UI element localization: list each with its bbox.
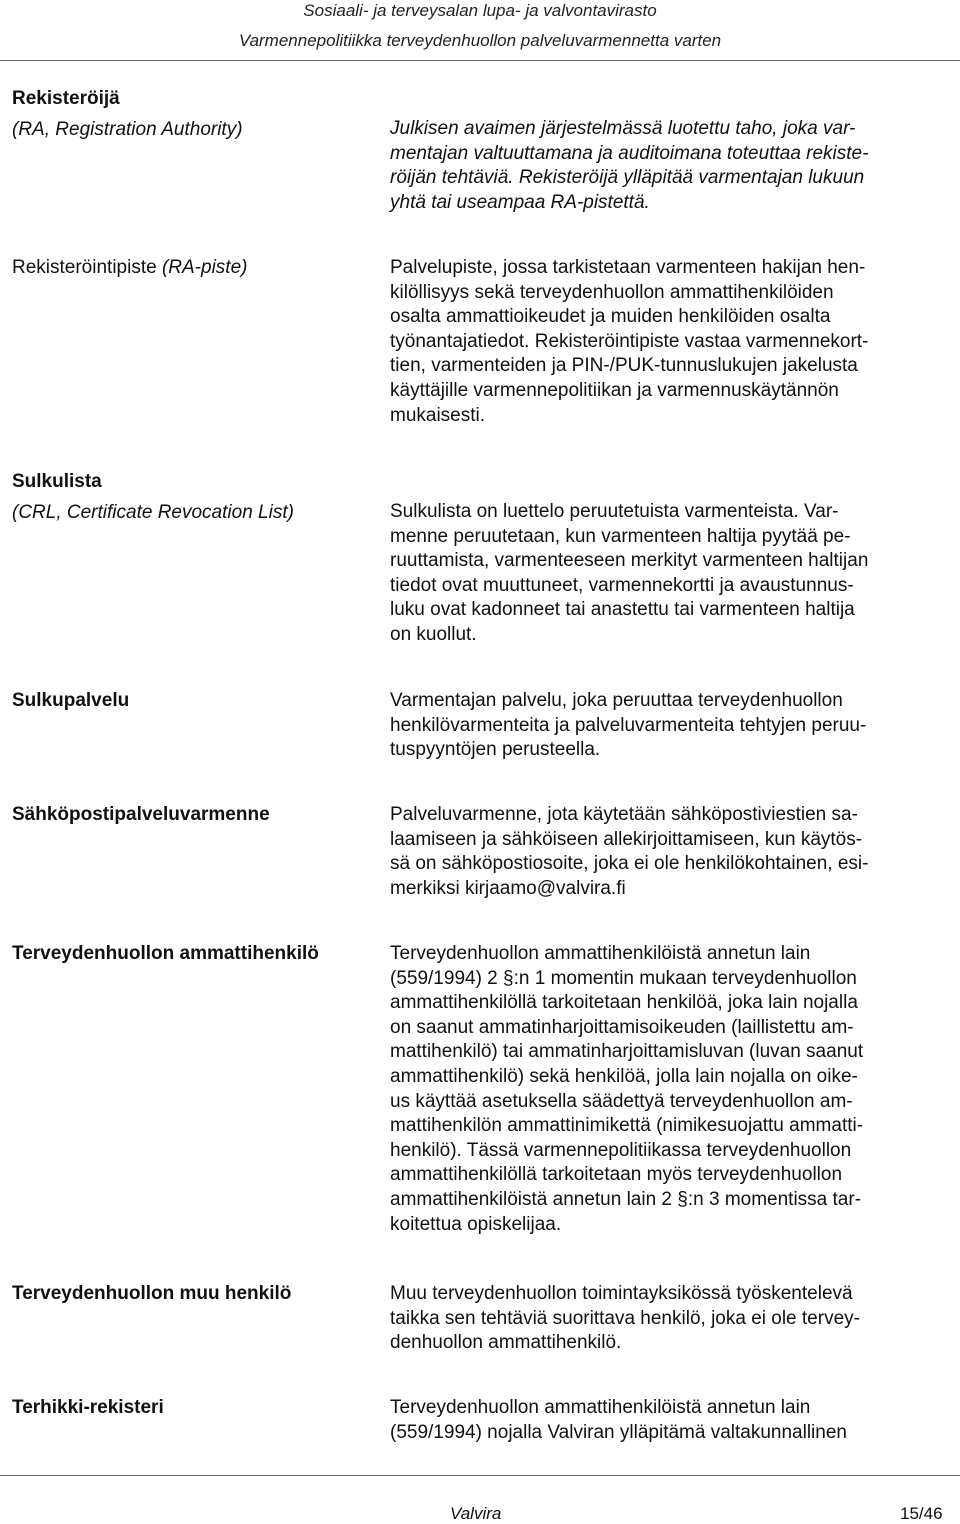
definition-line: Sulkulista on luettelo peruutetuista varmenteista. Var- (390, 501, 839, 522)
term-title: Sulkulista (12, 471, 102, 492)
definition-line: Palvelupiste, jossa tarkistetaan varmenteen hakijan hen- (390, 257, 866, 278)
header-document-title: Varmennepolitiikka terveydenhuollon palveluvarmennetta varten (238, 31, 722, 50)
definition-line: röijän tehtäviä. Rekisteröijä ylläpitää varmentajan lukuun (390, 167, 865, 189)
definition-line: (559/1994) nojalla Valviran ylläpitämä valtakunnallinen (390, 1421, 847, 1443)
definition-line: tiedot ovat muuttuneet, varmennekortti ja avaustunnus- (390, 574, 854, 596)
definition-line: osalta ammattioikeudet ja muiden henkilöiden osalta (390, 306, 831, 328)
term-rekisterointipiste (12, 255, 382, 280)
term-subtitle: (RA-piste) (161, 257, 248, 278)
definition-line: mattihenkilö) tai ammatinharjoittamisluvan (luvan saanut (390, 1041, 864, 1063)
definition-line: ruuttamista, varmenteeseen merkityt varmenteen haltijan (390, 550, 869, 572)
definition-line: sä on sähköpostiosoite, joka ei ole henkilökohtainen, esi- (390, 853, 869, 875)
definition-line: merkiksi kirjaamo@valvira.fi (390, 877, 626, 899)
definition-line: mentajan valtuuttamana ja auditoimana toteuttaa rekiste- (390, 142, 869, 164)
term-terhikki-rekisteri (12, 1395, 382, 1420)
definition-line: ammattihenkilöllä tarkoitetaan myös terveydenhuollon (390, 1164, 843, 1186)
term-subtitle: (RA, Registration Authority) (12, 119, 243, 140)
term-sulkulista (12, 469, 382, 525)
header-agency: Sosiaali- ja terveysalan lupa- ja valvontavirasto (303, 1, 657, 20)
term-rekisteroija (12, 86, 382, 142)
definition-line: Varmentajan palvelu, joka peruuttaa terveydenhuollon (390, 690, 843, 711)
definition-line: kilöllisyys sekä terveydenhuollon ammattihenkilöiden (390, 281, 834, 303)
term-title: Terveydenhuollon muu henkilö (12, 1283, 292, 1304)
term-title: Terveydenhuollon ammattihenkilö (12, 943, 319, 964)
footer-divider (0, 1475, 960, 1476)
definition-line: menne peruutetaan, kun varmenteen haltija pyytää pe- (390, 525, 851, 547)
definition-line: ammattihenkilö) sekä henkilöä, jolla lain nojalla on oike- (390, 1065, 858, 1087)
page-number: 15/46 (900, 1504, 943, 1523)
definition-sulkulista (390, 500, 950, 648)
definition-line: henkilövarmenteita ja palveluvarmenteita tehtyjen peruu- (390, 714, 867, 736)
definition-rekisteroija (390, 117, 950, 215)
definition-line: Terveydenhuollon ammattihenkilöistä annetun lain (390, 943, 811, 964)
definition-line: Julkisen avaimen järjestelmässä luotettu taho, joka var- (390, 118, 856, 139)
definition-line: tien, varmenteiden ja PIN-/PUK-tunnuslukujen jakelusta (390, 355, 858, 377)
header-divider (0, 60, 960, 61)
definition-terhikki-rekisteri (390, 1396, 950, 1445)
definition-sulkupalvelu (390, 689, 950, 763)
definition-terveydenhuollon-muu-henkilo (390, 1282, 950, 1356)
definition-line: Terveydenhuollon ammattihenkilöistä annetun lain (390, 1397, 811, 1418)
term-terveydenhuollon-muu-henkilo (12, 1281, 382, 1306)
definition-line: yhtä tai useampaa RA-pistettä. (390, 191, 650, 213)
definition-line: us käyttää asetuksella säädettyä terveydenhuollon am- (390, 1090, 853, 1112)
definition-line: tuspyyntöjen perusteella. (390, 739, 601, 761)
term-sahkopostipalveluvarmenne (12, 802, 382, 827)
term-title: Sulkupalvelu (12, 690, 130, 711)
term-terveydenhuollon-ammattihenkilo (12, 941, 382, 966)
term-title: Sähköpostipalveluvarmenne (12, 804, 270, 825)
definition-rekisterointipiste (390, 256, 950, 428)
definition-line: käyttäjille varmennepolitiikan ja varmennuskäytännön (390, 379, 839, 401)
definition-sahkopostipalveluvarmenne (390, 803, 950, 901)
definition-line: taikka sen tehtäviä suorittava henkilö, joka ei ole tervey- (390, 1307, 860, 1329)
definition-line: on kuollut. (390, 623, 477, 645)
term-title: Terhikki-rekisteri (12, 1397, 164, 1418)
definition-line: ammattihenkilöllä tarkoitetaan henkilöä, joka lain nojalla (390, 992, 858, 1014)
definition-line: luku ovat kadonneet tai anastettu tai varmenteen haltija (390, 599, 855, 621)
definition-line: Palveluvarmenne, jota käytetään sähköpostiviestien sa- (390, 804, 858, 825)
definition-line: ammattihenkilöistä annetun lain 2 §:n 3 momentissa tar- (390, 1188, 862, 1210)
term-sulkupalvelu (12, 688, 382, 713)
term-title: Rekisteröintipiste (12, 257, 157, 278)
definition-line: on saanut ammatinharjoittamisoikeuden (laillistettu am- (390, 1016, 854, 1038)
definition-line: mukaisesti. (390, 404, 486, 426)
definition-line: työnantajatiedot. Rekisteröintipiste vastaa varmennekort- (390, 330, 869, 352)
definition-line: Muu terveydenhuollon toimintayksikössä työskentelevä (390, 1283, 853, 1304)
definition-line: koitettua opiskelijaa. (390, 1213, 562, 1235)
definition-terveydenhuollon-ammattihenkilo (390, 942, 950, 1237)
footer-organization: Valvira (450, 1504, 502, 1523)
definition-line: (559/1994) 2 §:n 1 momentin mukaan terveydenhuollon (390, 967, 857, 989)
definition-line: henkilö). Tässä varmennepolitiikassa terveydenhuollon (390, 1139, 852, 1161)
term-subtitle: (CRL, Certificate Revocation List) (12, 502, 294, 523)
term-title: Rekisteröijä (12, 88, 120, 109)
definition-line: denhuollon ammattihenkilö. (390, 1332, 622, 1354)
definition-line: laamiseen ja sähköiseen allekirjoittamiseen, kun käytös- (390, 828, 863, 850)
definition-line: mattihenkilön ammattinimikettä (nimikesuojattu ammatti- (390, 1115, 864, 1137)
